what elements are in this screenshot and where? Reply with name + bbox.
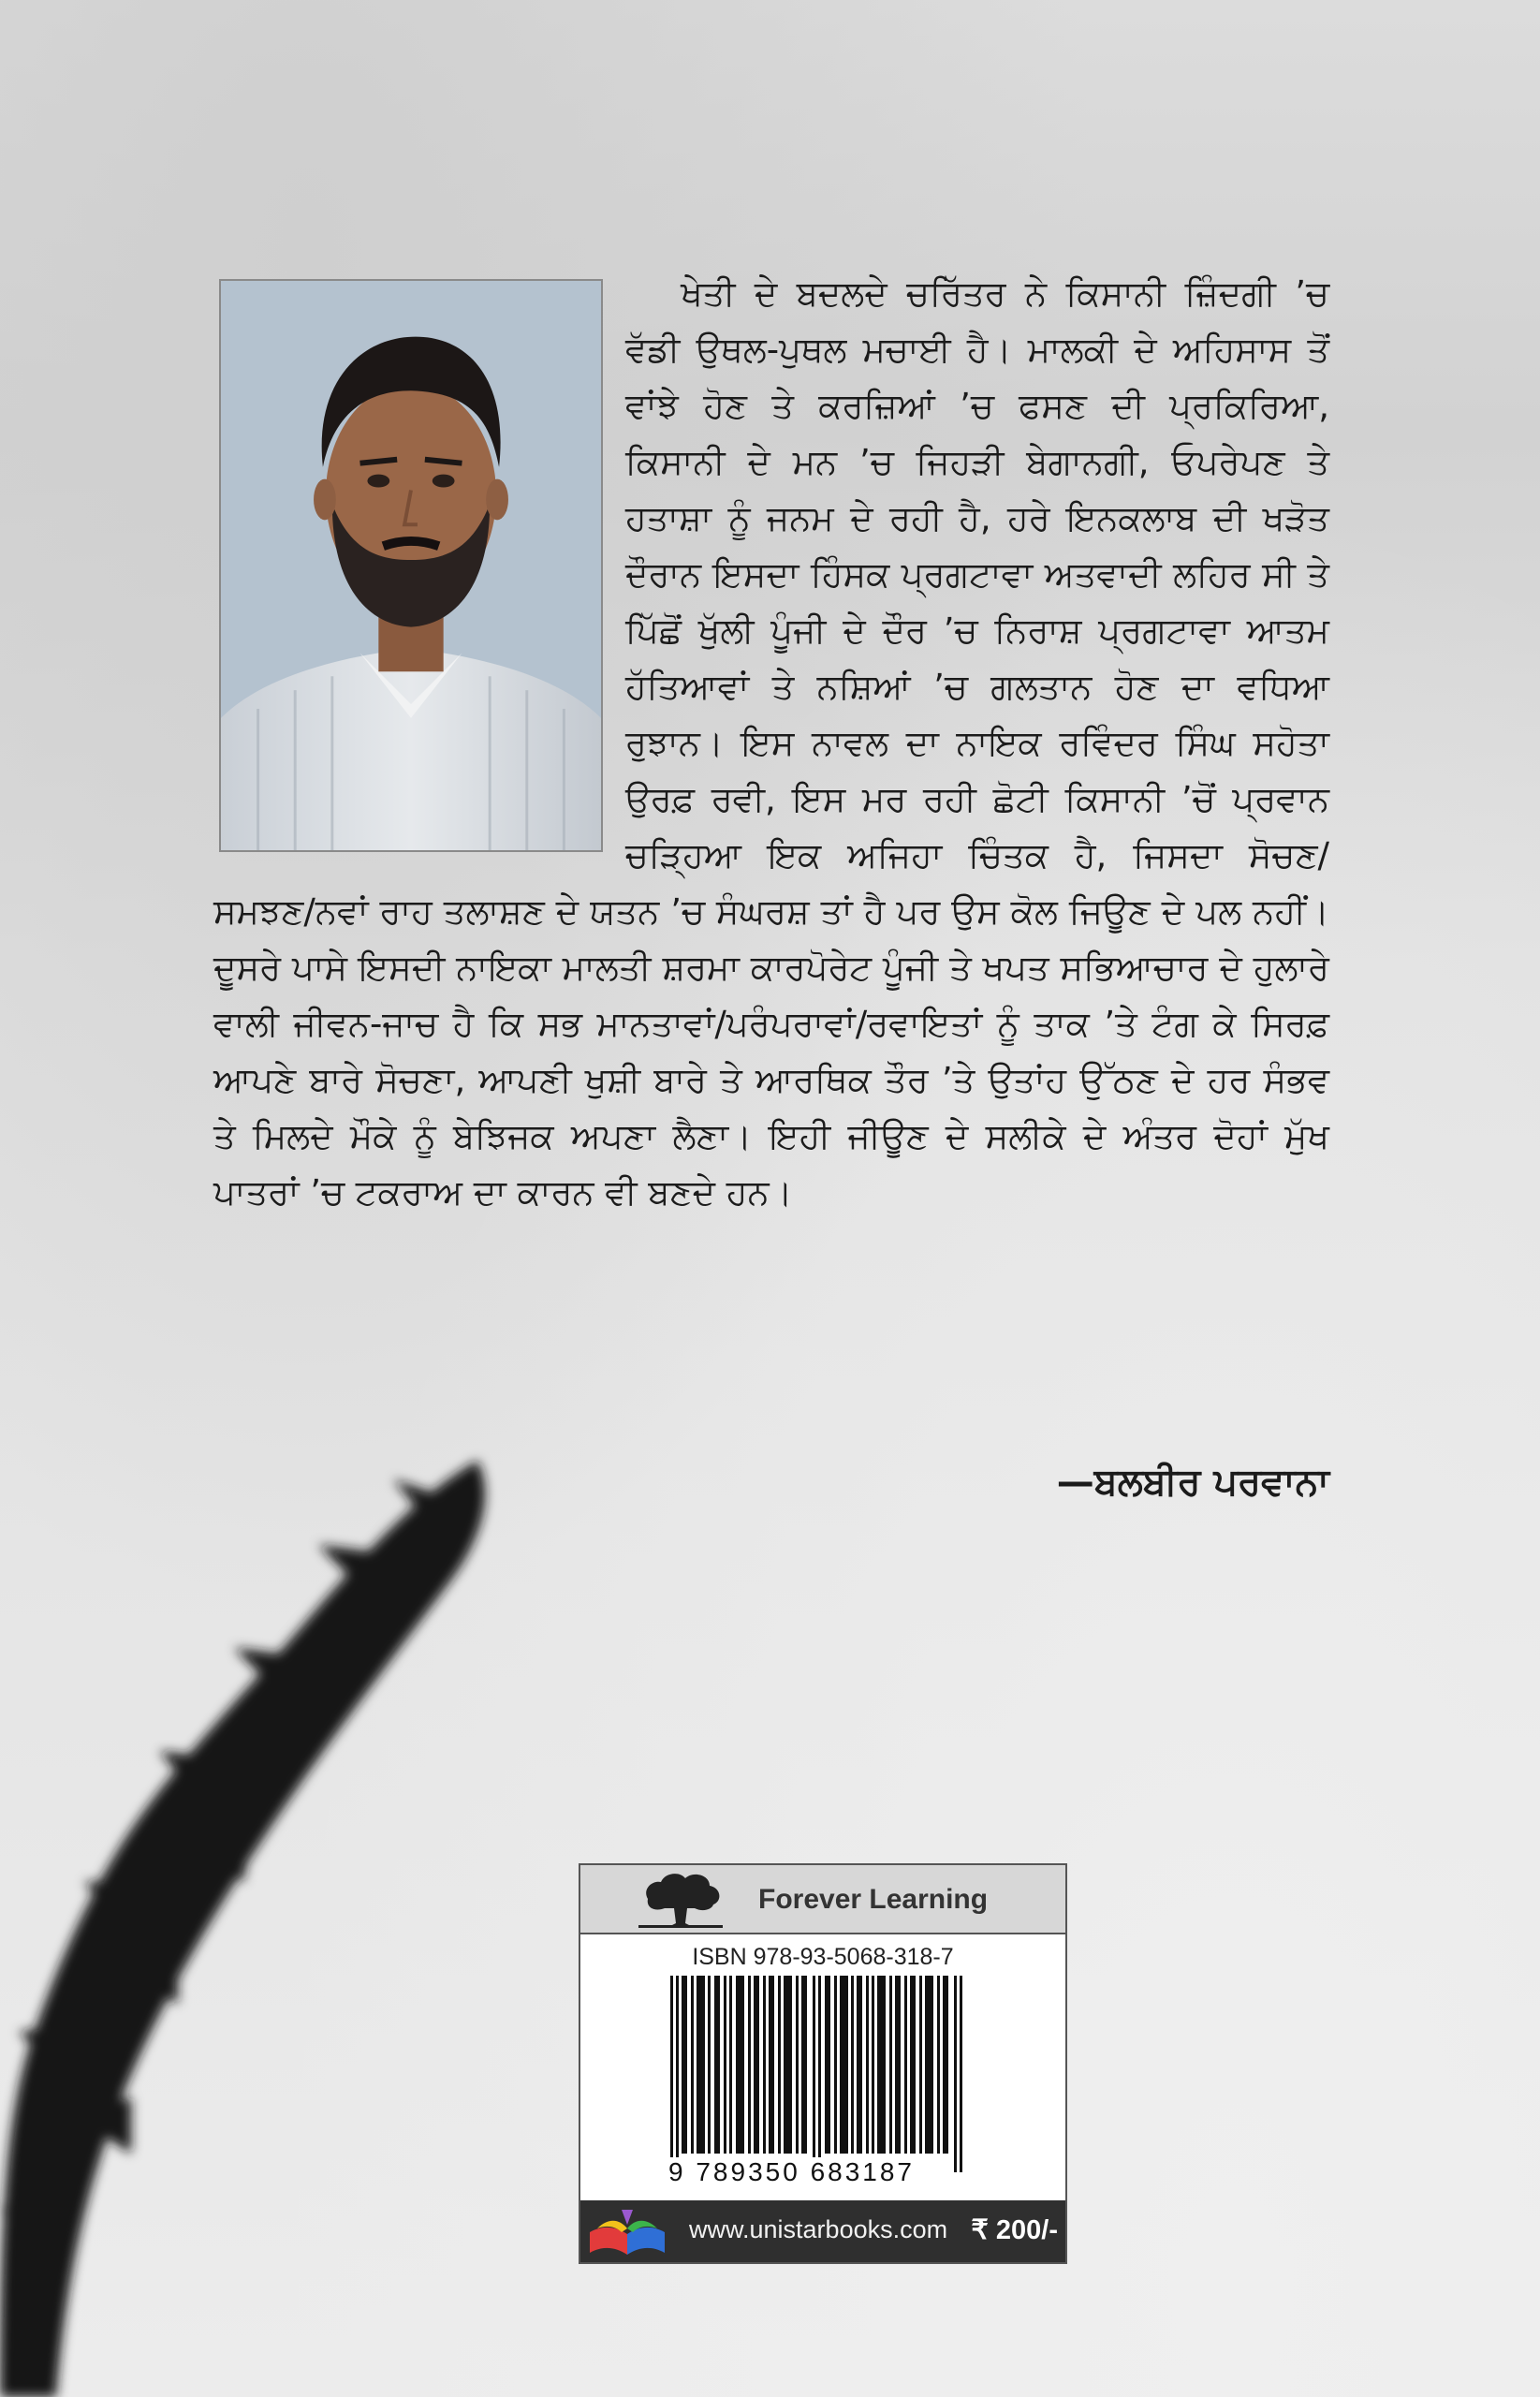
publisher-footer [580, 2200, 1065, 2262]
barcode-digits: 9 789350 683187 [668, 2157, 915, 2186]
blurb-author: —ਬਲਬੀਰ ਪਰਵਾਨਾ [1056, 1461, 1329, 1504]
isbn-text: ISBN 978-93-5068-318-7 [692, 1944, 954, 1970]
publisher-slogan: Forever Learning [758, 1884, 989, 1915]
back-cover-blurb [213, 266, 1329, 1221]
book-price: ₹ 200/- [971, 2215, 1058, 2245]
photo-wrap-space [213, 266, 625, 884]
blurb-paragraph: ਖੇਤੀ ਦੇ ਬਦਲਦੇ ਚਰਿੱਤਰ ਨੇ ਕਿਸਾਨੀ ਜ਼ਿੰਦਗੀ ’ਚ ਵੱਡੀ ਉਥਲ-ਪੁਥਲ ਮਚਾਈ ਹੈ। ਮਾਲਕੀ ਦੇ ਅਹਿਸਾਸ ਤੋਂ ਵਾਂਝੇ ਹੋਣ ਤੇ ਕਰਜ਼ਿਆਂ ’ਚ ਫਸਣ ਦੀ ਪ੍ਰਕਿਰਿਆ, ਕਿਸਾਨੀ ਦੇ ਮਨ ’ਚ ਜਿਹੜੀ ਬੇਗਾਨਗੀ, ਓਪਰੇਪਣ ਤੇ ਹਤਾਸ਼ਾ ਨੂੰ ਜਨਮ ਦੇ ਰਹੀ ਹੈ, ਹਰੇ ਇਨਕਲਾਬ ਦੀ ਖੜੋਤ ਦੌਰਾਨ ਇਸਦਾ ਹਿੰਸਕ ਪ੍ਰਗਟਾਵਾ ਅਤਵਾਦੀ ਲਹਿਰ ਸੀ ਤੇ ਪਿੱਛੋਂ ਖੁੱਲੀ ਪੂੰਜੀ ਦੇ ਦੌਰ ’ਚ ਨਿਰਾਸ਼ ਪ੍ਰਗਟਾਵਾ ਆਤਮ ਹੱਤਿਆਵਾਂ ਤੇ ਨਸ਼ਿਆਂ ’ਚ ਗਲਤਾਨ ਹੋਣ ਦਾ ਵਧਿਆ ਰੁਝਾਨ। ਇਸ ਨਾਵਲ ਦਾ ਨਾਇਕ ਰਵਿੰਦਰ ਸਿੰਘ ਸਹੋਤਾ ਉਰਫ਼ ਰਵੀ, ਇਸ ਮਰ ਰਹੀ ਛੋਟੀ ਕਿਸਾਨੀ ’ਚੋਂ ਪ੍ਰਵਾਨ ਚੜ੍ਹਿਆ ਇਕ ਅਜਿਹਾ ਚਿੰਤਕ ਹੈ, ਜਿਸਦਾ ਸੋਚਣ/ਸਮਝਣ/ਨਵਾਂ ਰਾਹ ਤਲਾਸ਼ਣ ਦੇ ਯਤਨ ’ਚ ਸੰਘਰਸ਼ ਤਾਂ ਹੈ ਪਰ ਉਸ ਕੋਲ ਜਿਊਣ ਦੇ ਪਲ ਨਹੀਂ। ਦੂਸਰੇ ਪਾਸੇ ਇਸਦੀ ਨਾਇਕਾ ਮਾਲਤੀ ਸ਼ਰਮਾ ਕਾਰਪੋਰੇਟ ਪੂੰਜੀ ਤੇ ਖਪਤ ਸਭਿਆਚਾਰ ਦੇ ਹੁਲਾਰੇ ਵਾਲੀ ਜੀਵਨ-ਜਾਚ ਹੈ ਕਿ ਸਭ ਮਾਨਤਾਵਾਂ/ਪਰੰਪਰਾਵਾਂ/ਰਵਾਇਤਾਂ ਨੂੰ ਤਾਕ ’ਤੇ ਟੰਗ ਕੇ ਸਿਰਫ਼ ਆਪਣੇ ਬਾਰੇ ਸੋਚਣਾ, ਆਪਣੀ ਖੁਸ਼ੀ ਬਾਰੇ ਤੇ ਆਰਥਿਕ ਤੌਰ ’ਤੇ ਉਤਾਂਹ ਉੱਠਣ ਦੇ ਹਰ ਸੰਭਵ ਤੇ ਮਿਲਦੇ ਮੌਕੇ ਨੂੰ ਬੇਝਿਜਕ ਅਪਣਾ ਲੈਣਾ। ਇਹੀ ਜੀਊਣ ਦੇ ਸਲੀਕੇ ਦੇ ਅੰਤਰ ਦੋਹਾਂ ਮੁੱਖ ਪਾਤਰਾਂ ’ਚ ਟਕਰਾਅ ਦਾ ਕਾਰਨ ਵੀ ਬਣਦੇ ਹਨ। [213, 273, 1329, 1213]
publisher-header [580, 1865, 1065, 1934]
barcode-box [579, 1863, 1067, 2264]
plume-decoration [0, 1442, 506, 2397]
tree-icon [638, 1871, 723, 1929]
barcode-bars [670, 1976, 968, 2172]
open-book-logo-icon [584, 2204, 670, 2258]
publisher-url: www.unistarbooks.com [689, 2215, 948, 2243]
